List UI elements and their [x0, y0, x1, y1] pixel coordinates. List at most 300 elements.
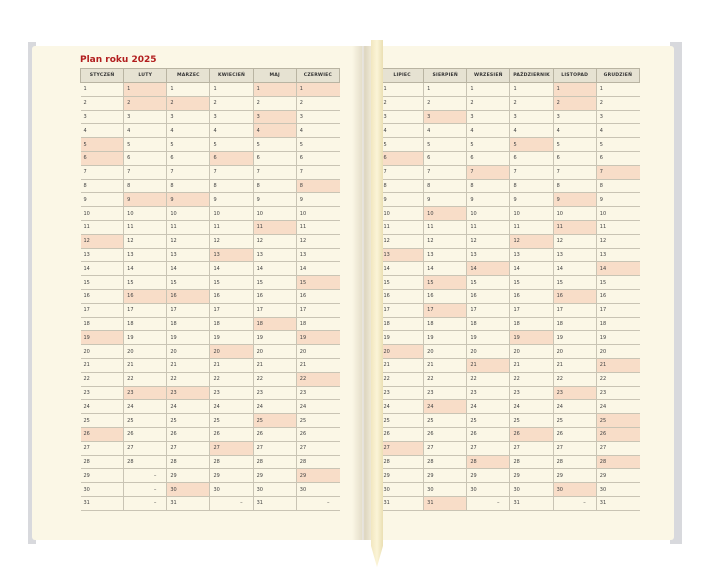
- day-cell: 4: [424, 124, 467, 138]
- day-cell: 23: [553, 386, 596, 400]
- month-header: KWIECIEŃ: [210, 69, 253, 83]
- day-cell: 6: [124, 151, 167, 165]
- table-row: [81, 386, 340, 400]
- table-row: [81, 193, 340, 207]
- day-cell: 21: [167, 358, 210, 372]
- day-cell: 6: [210, 151, 253, 165]
- day-cell: 28: [296, 455, 339, 469]
- day-cell: 20: [210, 345, 253, 359]
- day-cell: 19: [596, 331, 639, 345]
- table-row: [381, 151, 640, 165]
- day-cell: 12: [167, 234, 210, 248]
- day-cell: 11: [124, 220, 167, 234]
- day-cell: 15: [81, 276, 124, 290]
- day-cell: 20: [381, 345, 424, 359]
- day-cell: 5: [381, 138, 424, 152]
- day-cell: 19: [124, 331, 167, 345]
- day-cell: 8: [596, 179, 639, 193]
- day-cell: 17: [424, 303, 467, 317]
- day-cell: 24: [124, 400, 167, 414]
- day-cell: 27: [510, 441, 553, 455]
- month-header: STYCZEŃ: [81, 69, 124, 83]
- day-cell: 4: [467, 124, 510, 138]
- day-cell: 29: [596, 469, 639, 483]
- day-cell: 22: [253, 372, 296, 386]
- day-cell: 5: [253, 138, 296, 152]
- day-cell: 28: [381, 455, 424, 469]
- day-cell: 2: [467, 96, 510, 110]
- day-cell: 19: [296, 331, 339, 345]
- day-cell: 24: [381, 400, 424, 414]
- day-cell: 21: [253, 358, 296, 372]
- day-cell: 18: [467, 317, 510, 331]
- day-cell: 17: [253, 303, 296, 317]
- day-cell: 21: [296, 358, 339, 372]
- day-cell: 4: [253, 124, 296, 138]
- day-cell: 21: [81, 358, 124, 372]
- day-cell: 20: [467, 345, 510, 359]
- day-cell: 7: [253, 165, 296, 179]
- day-cell: 9: [596, 193, 639, 207]
- day-cell: 25: [467, 414, 510, 428]
- day-cell: 16: [381, 289, 424, 303]
- day-cell: 11: [424, 220, 467, 234]
- table-row: [381, 193, 640, 207]
- day-cell: 7: [381, 165, 424, 179]
- day-cell: 4: [167, 124, 210, 138]
- day-cell: 29: [253, 469, 296, 483]
- empty-day-cell: [467, 496, 510, 510]
- day-cell: 31: [424, 496, 467, 510]
- day-cell: 30: [424, 483, 467, 497]
- table-row: [81, 317, 340, 331]
- day-cell: 2: [253, 96, 296, 110]
- day-cell: 17: [210, 303, 253, 317]
- day-cell: 25: [210, 414, 253, 428]
- day-cell: 12: [381, 234, 424, 248]
- day-cell: 20: [253, 345, 296, 359]
- day-cell: 18: [253, 317, 296, 331]
- day-cell: 26: [210, 427, 253, 441]
- table-row: [381, 358, 640, 372]
- table-row: [81, 138, 340, 152]
- day-cell: 3: [596, 110, 639, 124]
- missing-day-mark: –: [583, 500, 586, 507]
- day-cell: 19: [167, 331, 210, 345]
- day-cell: 31: [596, 496, 639, 510]
- day-cell: 24: [81, 400, 124, 414]
- day-cell: 5: [596, 138, 639, 152]
- day-cell: 4: [81, 124, 124, 138]
- table-row: [81, 414, 340, 428]
- day-cell: 16: [124, 289, 167, 303]
- day-cell: 23: [253, 386, 296, 400]
- table-row: [81, 151, 340, 165]
- table-row: [381, 248, 640, 262]
- day-cell: 31: [381, 496, 424, 510]
- day-cell: 23: [167, 386, 210, 400]
- table-row: [381, 124, 640, 138]
- day-cell: 17: [81, 303, 124, 317]
- day-cell: 16: [553, 289, 596, 303]
- day-cell: 15: [510, 276, 553, 290]
- table-row: [81, 207, 340, 221]
- table-row: [81, 220, 340, 234]
- table-row: [81, 400, 340, 414]
- table-row: [381, 345, 640, 359]
- day-cell: 1: [81, 83, 124, 97]
- day-cell: 11: [553, 220, 596, 234]
- day-cell: 5: [424, 138, 467, 152]
- day-cell: 31: [510, 496, 553, 510]
- day-cell: 13: [424, 248, 467, 262]
- day-cell: 10: [167, 207, 210, 221]
- day-cell: 25: [510, 414, 553, 428]
- day-cell: 24: [296, 400, 339, 414]
- day-cell: 10: [124, 207, 167, 221]
- day-cell: 25: [553, 414, 596, 428]
- day-cell: 21: [210, 358, 253, 372]
- day-cell: 16: [167, 289, 210, 303]
- day-cell: 19: [553, 331, 596, 345]
- day-cell: 1: [553, 83, 596, 97]
- table-row: [81, 248, 340, 262]
- day-cell: 31: [167, 496, 210, 510]
- day-cell: 25: [124, 414, 167, 428]
- day-cell: 18: [596, 317, 639, 331]
- day-cell: 7: [81, 165, 124, 179]
- day-cell: 3: [167, 110, 210, 124]
- day-cell: 16: [424, 289, 467, 303]
- day-cell: 26: [124, 427, 167, 441]
- day-cell: 5: [167, 138, 210, 152]
- day-cell: 18: [424, 317, 467, 331]
- month-header: CZERWIEC: [296, 69, 339, 83]
- day-cell: 11: [467, 220, 510, 234]
- table-row: [381, 179, 640, 193]
- table-row: [381, 262, 640, 276]
- missing-day-mark: –: [153, 500, 157, 507]
- day-cell: 31: [81, 496, 124, 510]
- day-cell: 18: [381, 317, 424, 331]
- day-cell: 27: [124, 441, 167, 455]
- day-cell: 10: [81, 207, 124, 221]
- table-row: [81, 124, 340, 138]
- table-row: [381, 165, 640, 179]
- day-cell: 7: [510, 165, 553, 179]
- day-cell: 6: [424, 151, 467, 165]
- day-cell: 18: [81, 317, 124, 331]
- day-cell: 25: [253, 414, 296, 428]
- day-cell: 24: [467, 400, 510, 414]
- day-cell: 10: [467, 207, 510, 221]
- day-cell: 23: [467, 386, 510, 400]
- day-cell: 13: [553, 248, 596, 262]
- day-cell: 7: [424, 165, 467, 179]
- day-cell: 23: [510, 386, 553, 400]
- empty-day-cell: [124, 469, 167, 483]
- day-cell: 1: [467, 83, 510, 97]
- day-cell: 29: [553, 469, 596, 483]
- table-row: [81, 372, 340, 386]
- day-cell: 24: [253, 400, 296, 414]
- day-cell: 2: [296, 96, 339, 110]
- table-row: [81, 179, 340, 193]
- day-cell: 13: [467, 248, 510, 262]
- day-cell: 9: [467, 193, 510, 207]
- table-row: [381, 441, 640, 455]
- day-cell: 2: [81, 96, 124, 110]
- day-cell: 26: [253, 427, 296, 441]
- day-cell: 2: [596, 96, 639, 110]
- day-cell: 19: [424, 331, 467, 345]
- missing-day-mark: –: [327, 500, 330, 507]
- table-row: [381, 96, 640, 110]
- month-header: WRZESIEŃ: [467, 69, 510, 83]
- day-cell: 4: [210, 124, 253, 138]
- table-row: [81, 234, 340, 248]
- day-cell: 16: [467, 289, 510, 303]
- day-cell: 26: [596, 427, 639, 441]
- day-cell: 13: [253, 248, 296, 262]
- day-cell: 13: [81, 248, 124, 262]
- day-cell: 24: [510, 400, 553, 414]
- month-header: LIPIEC: [381, 69, 424, 83]
- day-cell: 18: [124, 317, 167, 331]
- day-cell: 13: [296, 248, 339, 262]
- day-cell: 12: [467, 234, 510, 248]
- day-cell: 24: [167, 400, 210, 414]
- day-cell: 16: [296, 289, 339, 303]
- day-cell: 22: [124, 372, 167, 386]
- page-title: Plan roku 2025: [80, 55, 157, 65]
- day-cell: 1: [253, 83, 296, 97]
- day-cell: 21: [510, 358, 553, 372]
- day-cell: 7: [467, 165, 510, 179]
- day-cell: 20: [553, 345, 596, 359]
- table-row: [381, 427, 640, 441]
- table-row: [381, 331, 640, 345]
- day-cell: 25: [296, 414, 339, 428]
- day-cell: 4: [124, 124, 167, 138]
- day-cell: 11: [167, 220, 210, 234]
- day-cell: 30: [381, 483, 424, 497]
- day-cell: 20: [424, 345, 467, 359]
- table-row: [81, 358, 340, 372]
- day-cell: 12: [81, 234, 124, 248]
- day-cell: 9: [167, 193, 210, 207]
- day-cell: 30: [167, 483, 210, 497]
- day-cell: 29: [510, 469, 553, 483]
- day-cell: 9: [381, 193, 424, 207]
- month-header: PAŹDZIERNIK: [510, 69, 553, 83]
- day-cell: 22: [596, 372, 639, 386]
- day-cell: 22: [467, 372, 510, 386]
- day-cell: 10: [424, 207, 467, 221]
- day-cell: 22: [210, 372, 253, 386]
- table-row: [381, 455, 640, 469]
- day-cell: 16: [210, 289, 253, 303]
- day-cell: 6: [467, 151, 510, 165]
- table-row: [381, 303, 640, 317]
- day-cell: 12: [210, 234, 253, 248]
- day-cell: 28: [424, 455, 467, 469]
- day-cell: 6: [167, 151, 210, 165]
- empty-day-cell: [124, 483, 167, 497]
- day-cell: 26: [296, 427, 339, 441]
- day-cell: 12: [124, 234, 167, 248]
- day-cell: 5: [296, 138, 339, 152]
- day-cell: 3: [510, 110, 553, 124]
- day-cell: 7: [210, 165, 253, 179]
- day-cell: 27: [467, 441, 510, 455]
- day-cell: 27: [210, 441, 253, 455]
- day-cell: 11: [381, 220, 424, 234]
- day-cell: 22: [296, 372, 339, 386]
- table-row: [381, 317, 640, 331]
- day-cell: 8: [124, 179, 167, 193]
- table-row: [81, 483, 340, 497]
- day-cell: 27: [381, 441, 424, 455]
- table-row: [81, 276, 340, 290]
- day-cell: 15: [424, 276, 467, 290]
- day-cell: 14: [167, 262, 210, 276]
- day-cell: 23: [210, 386, 253, 400]
- day-cell: 9: [210, 193, 253, 207]
- day-cell: 4: [596, 124, 639, 138]
- day-cell: 8: [81, 179, 124, 193]
- day-cell: 11: [81, 220, 124, 234]
- day-cell: 23: [296, 386, 339, 400]
- table-row: [381, 289, 640, 303]
- day-cell: 29: [210, 469, 253, 483]
- day-cell: 2: [424, 96, 467, 110]
- day-cell: 22: [510, 372, 553, 386]
- day-cell: 23: [124, 386, 167, 400]
- day-cell: 10: [296, 207, 339, 221]
- day-cell: 10: [253, 207, 296, 221]
- day-cell: 3: [253, 110, 296, 124]
- day-cell: 29: [81, 469, 124, 483]
- month-header: SIERPIEŃ: [424, 69, 467, 83]
- day-cell: 18: [510, 317, 553, 331]
- day-cell: 13: [210, 248, 253, 262]
- day-cell: 12: [424, 234, 467, 248]
- day-cell: 2: [167, 96, 210, 110]
- day-cell: 17: [124, 303, 167, 317]
- day-cell: 23: [424, 386, 467, 400]
- day-cell: 8: [510, 179, 553, 193]
- table-row: [381, 400, 640, 414]
- day-cell: 1: [381, 83, 424, 97]
- day-cell: 21: [596, 358, 639, 372]
- day-cell: 29: [296, 469, 339, 483]
- day-cell: 31: [253, 496, 296, 510]
- day-cell: 3: [424, 110, 467, 124]
- day-cell: 3: [553, 110, 596, 124]
- day-cell: 13: [167, 248, 210, 262]
- bookmark-ribbon: [371, 40, 383, 567]
- day-cell: 14: [381, 262, 424, 276]
- day-cell: 9: [553, 193, 596, 207]
- day-cell: 7: [124, 165, 167, 179]
- table-row: [381, 372, 640, 386]
- day-cell: 22: [167, 372, 210, 386]
- table-row: [381, 414, 640, 428]
- day-cell: 16: [510, 289, 553, 303]
- day-cell: 21: [124, 358, 167, 372]
- day-cell: 17: [296, 303, 339, 317]
- day-cell: 30: [81, 483, 124, 497]
- day-cell: 24: [596, 400, 639, 414]
- day-cell: 16: [596, 289, 639, 303]
- day-cell: 1: [210, 83, 253, 97]
- day-cell: 2: [553, 96, 596, 110]
- day-cell: 17: [510, 303, 553, 317]
- day-cell: 19: [210, 331, 253, 345]
- day-cell: 14: [296, 262, 339, 276]
- day-cell: 15: [296, 276, 339, 290]
- day-cell: 30: [296, 483, 339, 497]
- day-cell: 6: [510, 151, 553, 165]
- day-cell: 30: [467, 483, 510, 497]
- day-cell: 19: [81, 331, 124, 345]
- day-cell: 20: [596, 345, 639, 359]
- empty-day-cell: [210, 496, 253, 510]
- day-cell: 11: [596, 220, 639, 234]
- day-cell: 4: [381, 124, 424, 138]
- day-cell: 26: [424, 427, 467, 441]
- day-cell: 17: [596, 303, 639, 317]
- day-cell: 6: [296, 151, 339, 165]
- day-cell: 28: [210, 455, 253, 469]
- day-cell: 11: [510, 220, 553, 234]
- day-cell: 8: [167, 179, 210, 193]
- table-row: [381, 138, 640, 152]
- day-cell: 1: [596, 83, 639, 97]
- day-cell: 25: [81, 414, 124, 428]
- day-cell: 4: [510, 124, 553, 138]
- day-cell: 6: [596, 151, 639, 165]
- day-cell: 15: [553, 276, 596, 290]
- day-cell: 13: [381, 248, 424, 262]
- day-cell: 22: [81, 372, 124, 386]
- table-row: [81, 331, 340, 345]
- table-row: [81, 289, 340, 303]
- day-cell: 7: [596, 165, 639, 179]
- day-cell: 9: [124, 193, 167, 207]
- day-cell: 28: [124, 455, 167, 469]
- missing-day-mark: –: [153, 472, 157, 479]
- table-row: [381, 276, 640, 290]
- day-cell: 5: [553, 138, 596, 152]
- day-cell: 28: [81, 455, 124, 469]
- day-cell: 10: [210, 207, 253, 221]
- day-cell: 29: [167, 469, 210, 483]
- day-cell: 15: [381, 276, 424, 290]
- day-cell: 27: [553, 441, 596, 455]
- day-cell: 18: [210, 317, 253, 331]
- table-row: [81, 83, 340, 97]
- day-cell: 3: [124, 110, 167, 124]
- day-cell: 17: [553, 303, 596, 317]
- day-cell: 29: [424, 469, 467, 483]
- table-row: [381, 220, 640, 234]
- table-row: [381, 207, 640, 221]
- table-row: [81, 441, 340, 455]
- day-cell: 8: [424, 179, 467, 193]
- day-cell: 22: [424, 372, 467, 386]
